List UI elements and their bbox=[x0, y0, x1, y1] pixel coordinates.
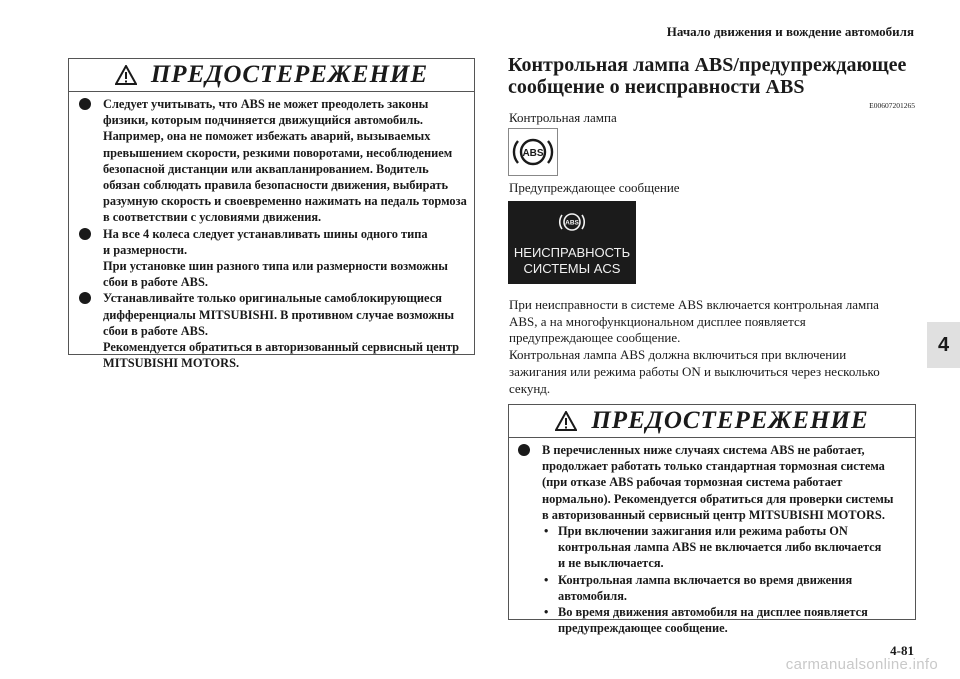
text-line: Во время движения автомобиля на дисплее появляется bbox=[558, 605, 868, 620]
warning-title: ПРЕДОСТЕРЕЖЕНИЕ bbox=[150, 61, 429, 88]
text-line: физики, которым подчиняется движущийся автомобиль. bbox=[103, 113, 423, 128]
warning-box-right bbox=[508, 404, 916, 636]
text-line: Следует учитывать, что ABS не может преодолеть законы bbox=[103, 97, 429, 111]
text-line: При установке шин разного типа или размерности возможны bbox=[103, 259, 448, 274]
display-icon-text: ABS bbox=[565, 219, 579, 227]
body-line: секунд. bbox=[509, 380, 551, 396]
warning-subitem bbox=[542, 572, 909, 604]
warning-subitem bbox=[542, 604, 909, 636]
display-message-line: СИСТЕМЫ ACS bbox=[523, 261, 621, 276]
message-caption: Предупреждающее сообщение bbox=[509, 180, 680, 195]
warning-header bbox=[69, 59, 474, 91]
text-line: Устанавливайте только оригинальные самоблокирующиеся bbox=[103, 291, 442, 306]
text-line: в соответствии с условиями движения. bbox=[103, 210, 322, 225]
text-line: автомобиля. bbox=[558, 588, 628, 603]
text-line: нормально). Рекомендуется обратиться для проверки системы bbox=[542, 491, 894, 506]
lamp-caption: Контрольная лампа bbox=[509, 110, 617, 125]
warning-body bbox=[69, 91, 474, 371]
warning-item bbox=[79, 96, 468, 226]
text-line: безопасной дистанции или аквапланированием. Водитель bbox=[103, 161, 429, 176]
abs-warning-lamp-icon bbox=[509, 129, 557, 175]
text-line: В перечисленных ниже случаях система ABS не работает, bbox=[542, 443, 865, 457]
warning-subitem bbox=[542, 523, 909, 572]
text-line: сбои в работе ABS. bbox=[103, 323, 208, 338]
text-line: обязан соблюдать правила безопасности движения, выбирать bbox=[103, 178, 448, 193]
text-line: При включении зажигания или режима работы ON bbox=[558, 524, 848, 539]
text-line: контрольная лампа ABS не включается либо включается bbox=[558, 540, 882, 555]
bullet-dot-icon bbox=[79, 98, 91, 110]
sub-bullet: • bbox=[544, 572, 549, 587]
body-line: ABS, а на многофункциональном дисплее появляется bbox=[509, 313, 806, 329]
text-line: дифференциалы MITSUBISHI. В противном случае возможны bbox=[103, 307, 455, 322]
page-number: 4-81 bbox=[890, 643, 914, 658]
text-line: (при отказе ABS рабочая тормозная система работает bbox=[542, 475, 843, 490]
warning-triangle-icon bbox=[555, 411, 577, 431]
body-line: При неисправности в системе ABS включается контрольная лампа bbox=[509, 297, 879, 312]
text-line: разумную скорость и своевременно нажимать на педаль тормоза bbox=[103, 194, 467, 209]
section-body bbox=[509, 297, 919, 397]
section-title-line: Контрольная лампа ABS/предупреждающее bbox=[508, 54, 907, 76]
warning-box-left bbox=[68, 58, 475, 371]
abs-lamp-image bbox=[508, 128, 558, 176]
display-message-line: НЕИСПРАВНОСТЬ bbox=[513, 245, 631, 260]
footer-watermark: carmanualsonline.info bbox=[785, 656, 938, 673]
text-line: сбои в работе ABS. bbox=[103, 275, 208, 290]
sub-bullet: • bbox=[544, 524, 549, 539]
text-line: в авторизованный сервисный центр MITSUBISHI MOTORS. bbox=[542, 507, 885, 522]
warning-item bbox=[79, 226, 468, 291]
text-line: и не выключается. bbox=[558, 556, 664, 571]
warning-header bbox=[509, 405, 915, 437]
text-line: предупреждающее сообщение. bbox=[558, 621, 728, 636]
text-line: На все 4 колеса следует устанавливать шины одного типа bbox=[103, 226, 428, 241]
text-line: MITSUBISHI MOTORS. bbox=[103, 356, 240, 371]
warning-item bbox=[518, 442, 909, 636]
warning-triangle-icon bbox=[115, 65, 137, 85]
section-title-line: сообщение о неисправности ABS bbox=[508, 76, 805, 98]
warning-body bbox=[509, 437, 915, 636]
body-line: Контрольная лампа ABS должна включиться при включении bbox=[509, 347, 847, 363]
text-line: и размерности. bbox=[103, 242, 188, 257]
abs-display-icon bbox=[557, 207, 587, 237]
chapter-tab: 4 bbox=[927, 322, 960, 368]
bullet-dot-icon bbox=[79, 228, 91, 240]
bullet-dot-icon bbox=[518, 444, 530, 456]
page-header-title: Начало движения и вождение автомобиля bbox=[666, 24, 914, 39]
multi-info-display-image bbox=[508, 201, 636, 284]
text-line: Контрольная лампа включается во время движения bbox=[558, 572, 853, 587]
sub-bullet: • bbox=[544, 605, 549, 620]
lamp-abs-text: ABS bbox=[522, 148, 544, 159]
section-title bbox=[508, 54, 928, 98]
bullet-dot-icon bbox=[79, 292, 91, 304]
warning-title: ПРЕДОСТЕРЕЖЕНИЕ bbox=[591, 407, 869, 434]
body-line: предупреждающее сообщение. bbox=[509, 330, 681, 346]
body-line: зажигания или режима работы ON и выключиться через несколько bbox=[509, 363, 880, 379]
text-line: продолжает работать только стандартная тормозная система bbox=[542, 459, 885, 474]
warning-item bbox=[79, 290, 468, 371]
text-line: превышением скорости, резкими поворотами, несоблюдением bbox=[103, 145, 453, 160]
section-code: E00607201265 bbox=[869, 101, 915, 110]
text-line: Например, она не поможет избежать аварий, вызываемых bbox=[103, 129, 431, 144]
text-line: Рекомендуется обратиться в авторизованный сервисный центр bbox=[103, 340, 460, 355]
